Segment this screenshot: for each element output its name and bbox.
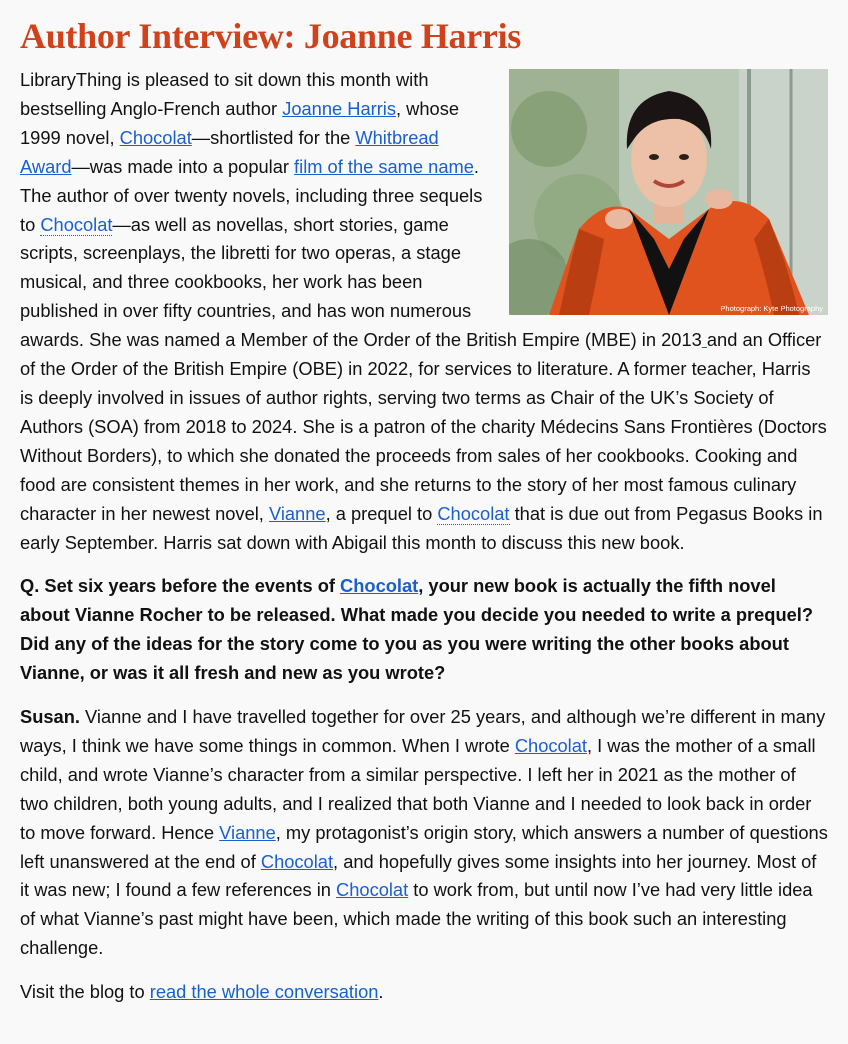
footer-text: . [378, 981, 384, 1003]
film-link[interactable]: film of the same name [294, 155, 474, 177]
interview-answer [20, 703, 828, 963]
chocolat-link[interactable]: Chocolat [336, 879, 409, 901]
chocolat-link[interactable]: Chocolat [340, 575, 419, 597]
footer-text: Visit the blog to [20, 981, 150, 1003]
intro-text: —shortlisted for the [191, 126, 356, 148]
author-photo-illustration [509, 69, 828, 315]
author-photo [509, 69, 828, 315]
chocolat-link[interactable]: Chocolat [119, 126, 192, 148]
vianne-link[interactable]: Vianne [268, 502, 326, 524]
intro-text: LibraryThing is pleased to sit down this month with bestselling Anglo-French author [20, 69, 429, 119]
answer-speaker: Susan. [20, 706, 80, 728]
question-text: Q. Set six years before the events of [20, 575, 341, 597]
intro-text: that is due out from Pegasus Books in early September. Harris sat down with Abigail this month to discuss this new book. [20, 502, 823, 553]
chocolat-link[interactable]: Chocolat [437, 502, 510, 524]
answer-text: , I was the mother of a small child, and wrote Vianne’s character from a similar perspective. I left her in 2021 as the mother of two children, both young adults, and I realized that both Vianne and I needed to look back in order to move forward. Hence [20, 734, 816, 843]
whitbread-award-link[interactable]: Whitbread Award [20, 126, 439, 177]
interview-question [20, 572, 828, 688]
intro-text: —as well as novellas, short stories, game scripts, screenplays, the libretti for two operas, a stage musical, and three cookbooks, her work has been published in over fifty countries, and has won numerous awards. She was named a Member of the Order of the British Empire (MBE) in 2013 [20, 213, 702, 351]
author-link[interactable]: Joanne Harris [282, 97, 396, 119]
answer-text: to work from, but until now I’ve had very little idea of what Vianne’s past might have been, which made the writing of this book such an interesting challenge. [20, 879, 813, 959]
intro-text: —was made into a popular [71, 155, 295, 177]
footer-paragraph [20, 978, 828, 1007]
page-title: Author Interview: Joanne Harris [20, 16, 521, 56]
answer-text: , my protagonist’s origin story, which answers a number of questions left unanswered at the end of [20, 821, 828, 872]
intro-text: . The author of over twenty novels, including three sequels to [20, 155, 483, 235]
intro-text: , a prequel to [325, 502, 438, 524]
answer-text: , and hopefully gives some insights into her journey. Most of it was new; I found a few references in [20, 850, 817, 901]
answer-text: Vianne and I have travelled together for over 25 years, and although we’re different in many ways, I think we have some things in common. When I wrote [20, 706, 826, 756]
intro-text: and an Officer of the Order of the British Empire (OBE) in 2022, for services to literature. A former teacher, Harris is deeply involved in issues of author rights, serving two terms as Chair of the UK’s Society of Authors (SOA) from 2018 to 2024. She is a patron of the charity Médecins Sans Frontières (Doctors Without Borders), to which she donated the proceeds from sales of her cookbooks. Cooking and food are consistent themes in her work, and she returns to the story of her most famous culinary character in her newest novel, [20, 329, 827, 524]
chocolat-link[interactable]: Chocolat [260, 850, 334, 872]
intro-text: , whose 1999 novel, [20, 97, 460, 148]
chocolat-link[interactable]: Chocolat [40, 213, 113, 235]
photo-credit: Photograph: Kyte Photography [720, 304, 823, 313]
read-conversation-link[interactable]: read the whole conversation [149, 981, 379, 1003]
question-text: , your new book is actually the fifth novel about Vianne Rocher to be released. What made you decide you needed to write a prequel? Did any of the ideas for the story come to you as you were writing the other books about Vianne, or was it all fresh and new as you wrote? [20, 575, 814, 684]
vianne-link[interactable]: Vianne [219, 821, 276, 843]
chocolat-link[interactable]: Chocolat [514, 734, 587, 756]
